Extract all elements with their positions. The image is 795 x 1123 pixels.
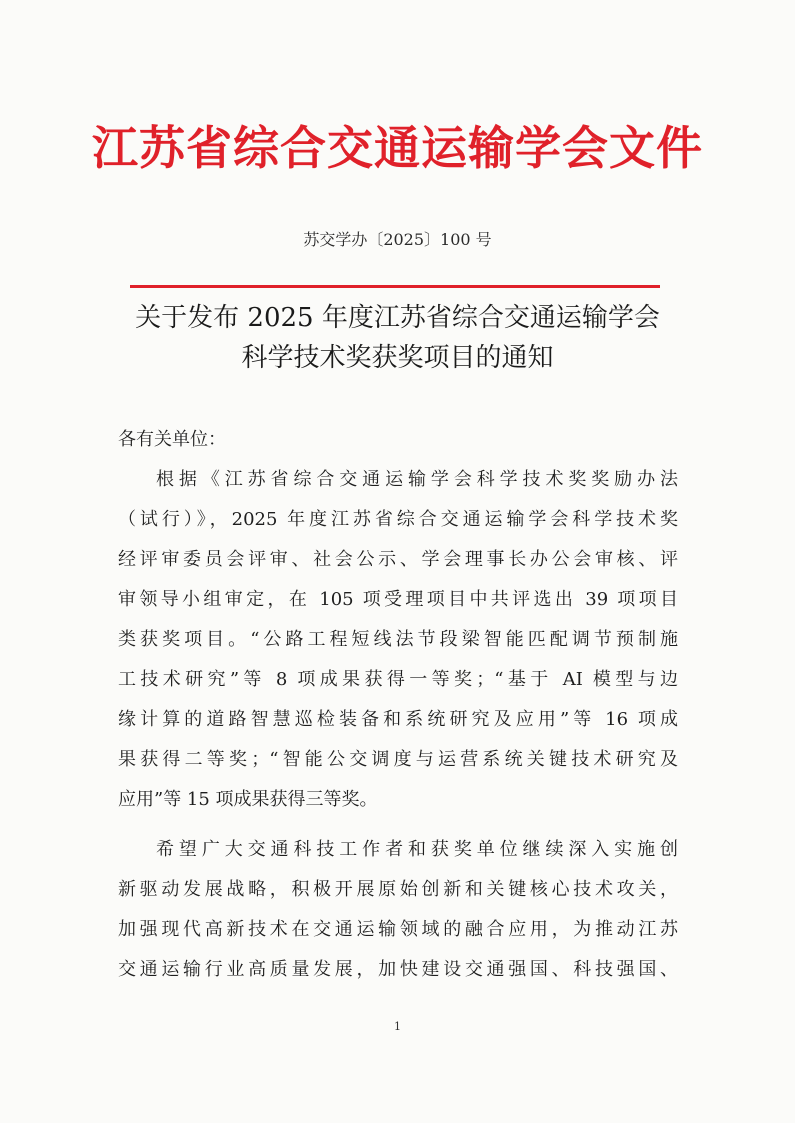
paragraph-1-line: 缘计算的道路智慧巡检装备和系统研究及应用”等 16 项成 bbox=[118, 709, 678, 730]
paragraph-1-line: 果获得二等奖；“智能公交调度与运营系统关键技术研究及 bbox=[118, 749, 678, 770]
notice-title bbox=[0, 298, 795, 378]
paragraph-1 bbox=[118, 460, 678, 820]
paragraph-1-line: 工技术研究”等 8 项成果获得一等奖；“基于 AI 模型与边 bbox=[118, 669, 678, 690]
paragraph-2 bbox=[118, 830, 678, 990]
paragraph-2-line: 交通运输行业高质量发展，加快建设交通强国、科技强国、 bbox=[118, 959, 678, 980]
header-divider bbox=[130, 285, 660, 288]
paragraph-2-line: 加强现代高新技术在交通运输领域的融合应用，为推动江苏 bbox=[118, 919, 678, 940]
paragraph-2-line: 新驱动发展战略，积极开展原始创新和关键核心技术攻关， bbox=[118, 879, 678, 900]
paragraph-1-line: 类获奖项目。“公路工程短线法节段梁智能匹配调节预制施 bbox=[118, 629, 678, 650]
paragraph-1-line: （试行）》，2025 年度江苏省综合交通运输学会科学技术奖 bbox=[118, 509, 678, 530]
salutation: 各有关单位： bbox=[118, 429, 226, 450]
paragraph-1-line: 应用”等 15 项成果获得三等奖。 bbox=[118, 789, 378, 810]
notice-title-line-1: 关于发布 2025 年度江苏省综合交通运输学会 bbox=[135, 303, 660, 333]
notice-title-line-2: 科学技术奖获奖项目的通知 bbox=[241, 343, 554, 373]
notice-body bbox=[118, 420, 678, 990]
document-header-title: 江苏省综合交通运输学会文件 bbox=[92, 121, 703, 175]
paragraph-2-line: 希望广大交通科技工作者和获奖单位继续深入实施创 bbox=[156, 839, 678, 860]
document-number: 苏交学办〔2025〕100 号 bbox=[303, 230, 492, 249]
paragraph-1-line: 根据《江苏省综合交通运输学会科学技术奖奖励办法 bbox=[156, 469, 678, 490]
page-number: 1 bbox=[394, 1020, 401, 1033]
paragraph-1-line: 经评审委员会评审、社会公示、学会理事长办公会审核、评 bbox=[118, 549, 678, 570]
paragraph-1-line: 审领导小组审定，在 105 项受理项目中共评选出 39 项项目 bbox=[118, 589, 678, 610]
